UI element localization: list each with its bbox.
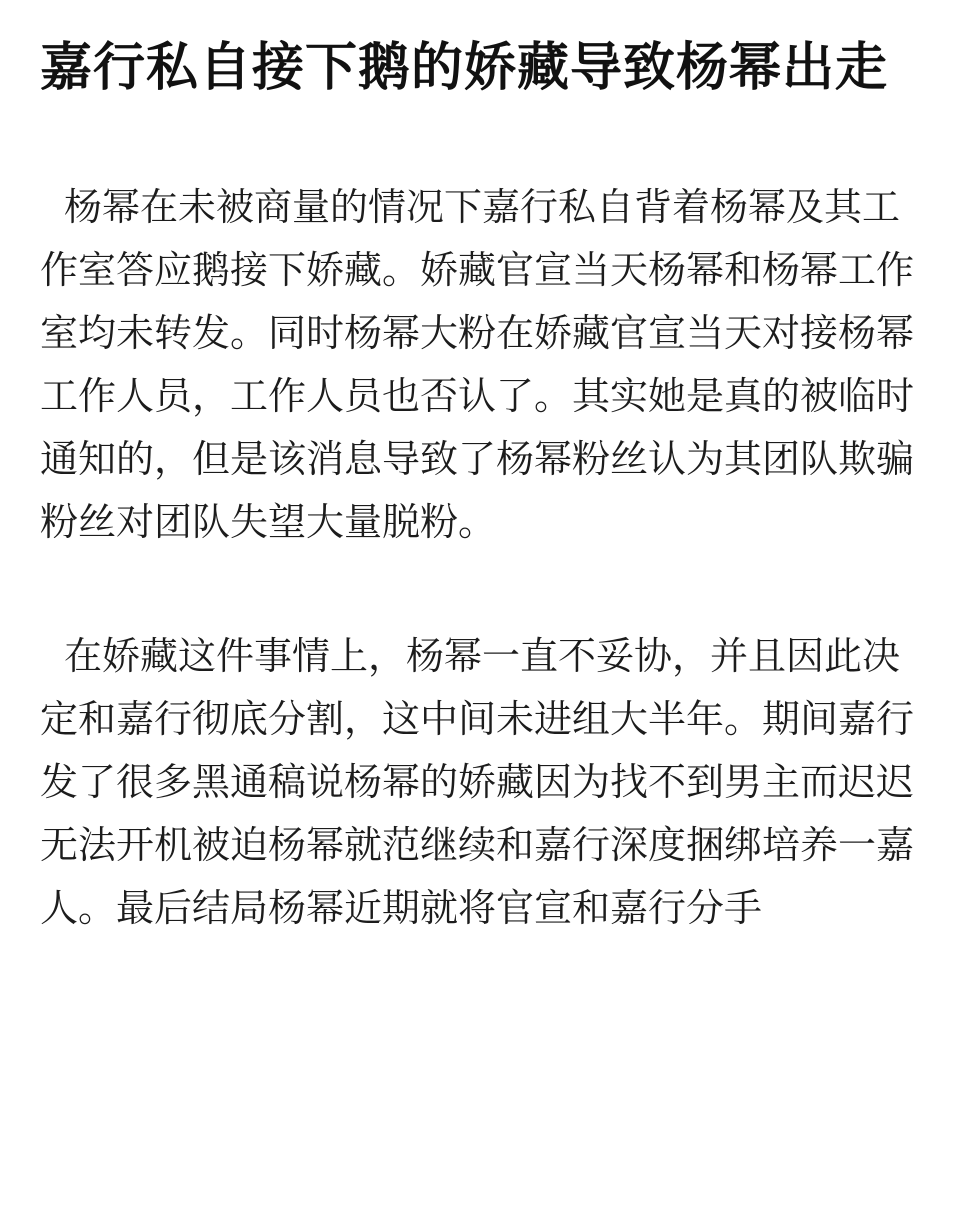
article-paragraph-2: 在娇藏这件事情上，杨幂一直不妥协，并且因此决定和嘉行彻底分割，这中间未进组大半年。期间嘉行发了很多黑通稿说杨幂的娇藏因为找不到男主而迟迟无法开机被迫杨幂就范继续和嘉行深度捆绑培养一嘉人。最后结局杨幂近期就将官宣和嘉行分手 — [40, 634, 915, 930]
article — [40, 30, 920, 940]
article-title: 嘉行私自接下鹅的娇藏导致杨幂出走 — [40, 38, 889, 98]
article-paragraph-1: 杨幂在未被商量的情况下嘉行私自背着杨幂及其工作室答应鹅接下娇藏。娇藏官宣当天杨幂和杨幂工作室均未转发。同时杨幂大粉在娇藏官宣当天对接杨幂工作人员，工作人员也否认了。其实她是真的被临时通知的，但是该消息导致了杨幂粉丝认为其团队欺骗粉丝对团队失望大量脱粉。 — [40, 185, 915, 544]
